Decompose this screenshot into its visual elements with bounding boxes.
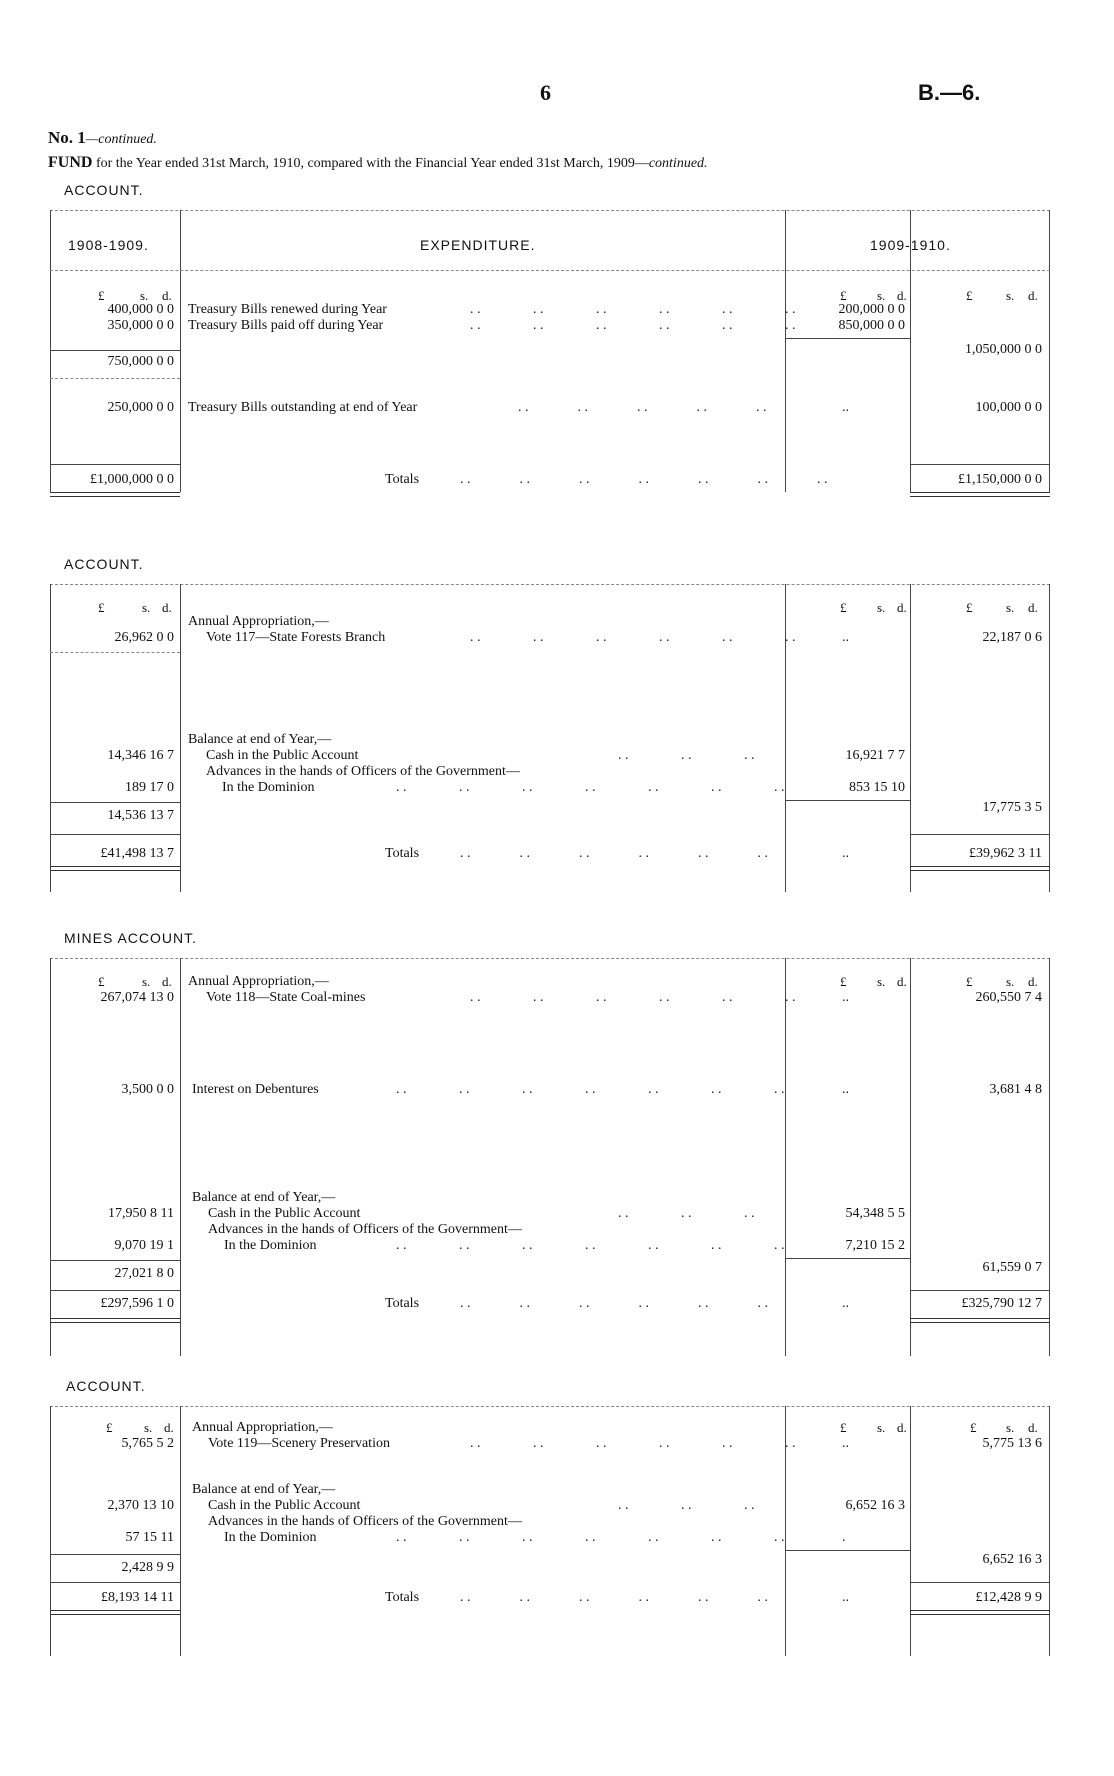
column-header-expenditure: EXPENDITURE. — [420, 237, 536, 253]
unit-pound: £ — [98, 974, 105, 989]
table-row-label: In the Dominion — [224, 1530, 317, 1545]
unit-pound: £ — [840, 288, 847, 303]
totals-label: Totals — [385, 846, 420, 861]
table-row-subtotal-1908: 27,021 8 0 — [114, 1266, 174, 1281]
leader-dots: . . . . . . . . . . . . — [470, 318, 796, 333]
fund-suffix: continued. — [648, 156, 708, 171]
total-1908: £41,498 13 7 — [100, 846, 174, 861]
table-row-label: Annual Appropriation,— — [188, 974, 329, 989]
table-row-label: Treasury Bills renewed during Year — [188, 302, 387, 317]
table-row-value-1908: 57 15 11 — [125, 1530, 174, 1545]
leader-dots: . . . . . . . . . . . . . . — [460, 472, 828, 487]
total-1910: £325,790 12 7 — [961, 1296, 1042, 1311]
column-header-1909-1910: 1909-1910. — [870, 237, 951, 253]
section-title: ACCOUNT. — [66, 1378, 146, 1394]
table-row-value-detail: .. — [842, 1082, 849, 1097]
table-row-value-1908: 250,000 0 0 — [107, 400, 174, 415]
table-row-value-detail: . — [842, 1530, 846, 1545]
table-row-subtotal-1908: 2,428 9 9 — [121, 1560, 174, 1575]
section-title: ACCOUNT. — [64, 182, 144, 198]
table-row-value-1908: 400,000 0 0 — [107, 302, 174, 317]
table-row-label: Annual Appropriation,— — [192, 1420, 333, 1435]
table-row-value-1910: 61,559 0 7 — [982, 1260, 1042, 1275]
unit-pound: £ — [966, 288, 973, 303]
total-1908: £1,000,000 0 0 — [90, 472, 174, 487]
section-state-forests — [50, 556, 1050, 886]
leader-dots: . . . . . . . . . . . . . . — [396, 780, 785, 795]
total-detail: .. — [842, 1590, 849, 1605]
table-row-value-1908: 2,370 13 10 — [107, 1498, 174, 1513]
leader-dots: . . . . . . . . . . . . — [470, 990, 796, 1005]
table-row-value-detail: .. — [842, 630, 849, 645]
fund-description — [48, 154, 708, 172]
table-row-value-detail: 853 15 10 — [849, 780, 905, 795]
unit-pence: d. — [897, 1420, 907, 1435]
section-treasury-bills — [50, 180, 1050, 510]
totals-label: Totals — [385, 1296, 420, 1311]
leader-dots: . . . . . . — [618, 1206, 755, 1221]
table-row-label: Interest on Debentures — [192, 1082, 319, 1097]
leader-dots: . . . . . . . . . . . . — [460, 1296, 768, 1311]
section-title: ACCOUNT. — [64, 556, 144, 572]
leader-dots: . . . . . . — [618, 1498, 755, 1513]
table-row-label: Advances in the hands of Officers of the Government— — [208, 1514, 522, 1529]
table-row-label: In the Dominion — [222, 780, 315, 795]
table-row-value-1908: 26,962 0 0 — [114, 630, 174, 645]
table-row-label: Treasury Bills outstanding at end of Year — [188, 400, 418, 415]
table-row-label: Vote 117—State Forests Branch — [206, 630, 386, 645]
table-row-value-detail: 7,210 15 2 — [845, 1238, 905, 1253]
total-1910: £12,428 9 9 — [975, 1590, 1042, 1605]
unit-shilling: s. — [877, 974, 886, 989]
table-row-value-detail: .. — [842, 990, 849, 1005]
table-row-value-detail: 6,652 16 3 — [845, 1498, 905, 1513]
leader-dots: . . . . . . . . . . . . . . — [396, 1238, 785, 1253]
total-1910: £39,962 3 11 — [969, 846, 1042, 861]
totals-label: Totals — [385, 1590, 420, 1605]
table-row-value-detail: 850,000 0 0 — [838, 318, 905, 333]
table-row-value-detail: 200,000 0 0 — [838, 302, 905, 317]
table-row-label: Cash in the Public Account — [208, 1498, 361, 1513]
table-row-value-detail: 54,348 5 5 — [845, 1206, 905, 1221]
table-row-label: Annual Appropriation,— — [188, 614, 329, 629]
column-header-1908-1909: 1908-1909. — [68, 237, 149, 253]
table-row-value-detail: 16,921 7 7 — [845, 748, 905, 763]
unit-shilling: s. — [1006, 288, 1015, 303]
table-row-label: Balance at end of Year,— — [188, 732, 332, 747]
table-row-label: Cash in the Public Account — [208, 1206, 361, 1221]
leader-dots: . . . . . . . . . . — [518, 400, 767, 415]
unit-pence: d. — [162, 974, 172, 989]
table-row-label: Vote 119—Scenery Preservation — [208, 1436, 390, 1451]
table-row-value-1908: 17,950 8 11 — [108, 1206, 174, 1221]
unit-pound: £ — [106, 1420, 113, 1435]
unit-pound: £ — [966, 974, 973, 989]
fund-word: FUND — [48, 154, 93, 171]
leader-dots: . . . . . . . . . . . . — [470, 630, 796, 645]
total-1910: £1,150,000 0 0 — [958, 472, 1042, 487]
leader-dots: . . . . . . . . . . . . — [460, 1590, 768, 1605]
unit-pound: £ — [840, 974, 847, 989]
unit-shilling: s. — [1006, 600, 1015, 615]
unit-pence: d. — [1028, 288, 1038, 303]
unit-shilling: s. — [877, 288, 886, 303]
table-row-label: Cash in the Public Account — [206, 748, 359, 763]
table-row-value-1908: 5,765 5 2 — [121, 1436, 174, 1451]
unit-pound: £ — [98, 600, 105, 615]
leader-dots: . . . . . . . . . . . . . . — [396, 1530, 785, 1545]
table-row-value-1910: 5,775 13 6 — [982, 1436, 1042, 1451]
table-row-value-1908: 14,346 16 7 — [107, 748, 174, 763]
unit-shilling: s. — [144, 1420, 153, 1435]
table-row-value-1910: 6,652 16 3 — [982, 1552, 1042, 1567]
unit-pence: d. — [162, 600, 172, 615]
unit-shilling: s. — [142, 600, 151, 615]
table-row-value-1908: 9,070 19 1 — [114, 1238, 174, 1253]
totals-label: Totals — [385, 472, 420, 487]
total-1908: £297,596 1 0 — [100, 1296, 174, 1311]
unit-pound: £ — [98, 288, 105, 303]
table-number-label: No. 1 — [48, 128, 86, 147]
unit-pence: d. — [897, 600, 907, 615]
table-row-value-1910: 260,550 7 4 — [975, 990, 1042, 1005]
table-row-label: In the Dominion — [224, 1238, 317, 1253]
unit-shilling: s. — [140, 288, 149, 303]
table-row-value-1910: 22,187 0 6 — [982, 630, 1042, 645]
leader-dots: . . . . . . . . . . . . . . — [396, 1082, 785, 1097]
section-mines — [50, 930, 1050, 1350]
section-title: MINES ACCOUNT. — [64, 930, 198, 946]
unit-pound: £ — [840, 1420, 847, 1435]
table-row-value-1908: 3,500 0 0 — [121, 1082, 174, 1097]
table-row-label: Balance at end of Year,— — [192, 1482, 336, 1497]
table-row-value-1910: 1,050,000 0 0 — [965, 342, 1042, 357]
leader-dots: . . . . . . . . . . . . — [470, 1436, 796, 1451]
table-row-value-1910: 100,000 0 0 — [975, 400, 1042, 415]
unit-pence: d. — [897, 288, 907, 303]
table-row-value-detail: .. — [842, 400, 849, 415]
unit-shilling: s. — [142, 974, 151, 989]
table-number-suffix: —continued. — [85, 132, 157, 147]
unit-pence: d. — [164, 1420, 174, 1435]
total-detail: .. — [842, 1296, 849, 1311]
document-reference: B.—6. — [918, 80, 981, 105]
page-marker: 6 — [540, 80, 551, 105]
table-row-label: Advances in the hands of Officers of the Government— — [206, 764, 520, 779]
unit-pound: £ — [970, 1420, 977, 1435]
table-row-label: Balance at end of Year,— — [192, 1190, 336, 1205]
leader-dots: . . . . . . . . . . . . — [470, 302, 796, 317]
unit-pound: £ — [966, 600, 973, 615]
section-scenery-preservation — [50, 1378, 1050, 1668]
unit-pence: d. — [1028, 1420, 1038, 1435]
leader-dots: . . . . . . — [618, 748, 755, 763]
unit-shilling: s. — [877, 1420, 886, 1435]
unit-pence: d. — [897, 974, 907, 989]
unit-pence: d. — [162, 288, 172, 303]
unit-pence: d. — [1028, 600, 1038, 615]
table-number — [48, 128, 157, 148]
table-row-label: Advances in the hands of Officers of the Government— — [208, 1222, 522, 1237]
unit-pence: d. — [1028, 974, 1038, 989]
table-row-value-1910: 17,775 3 5 — [982, 800, 1042, 815]
total-1908: £8,193 14 11 — [101, 1590, 174, 1605]
table-row-subtotal-1908: 14,536 13 7 — [107, 808, 174, 823]
table-row-value-detail: .. — [842, 1436, 849, 1451]
table-row-value-1908: 267,074 13 0 — [100, 990, 174, 1005]
table-row-value-1908: 189 17 0 — [125, 780, 174, 795]
unit-shilling: s. — [1006, 1420, 1015, 1435]
fund-text: for the Year ended 31st March, 1910, compared with the Financial Year ended 31st March, 1909— — [92, 156, 649, 171]
leader-dots: . . . . . . . . . . . . — [460, 846, 768, 861]
total-detail: .. — [842, 846, 849, 861]
table-row-value-1908: 350,000 0 0 — [107, 318, 174, 333]
unit-pound: £ — [840, 600, 847, 615]
unit-shilling: s. — [877, 600, 886, 615]
table-row-subtotal-1908: 750,000 0 0 — [107, 354, 174, 369]
table-row-label: Treasury Bills paid off during Year — [188, 318, 384, 333]
table-row-label: Vote 118—State Coal-mines — [206, 990, 366, 1005]
unit-shilling: s. — [1006, 974, 1015, 989]
table-row-value-1910: 3,681 4 8 — [989, 1082, 1042, 1097]
